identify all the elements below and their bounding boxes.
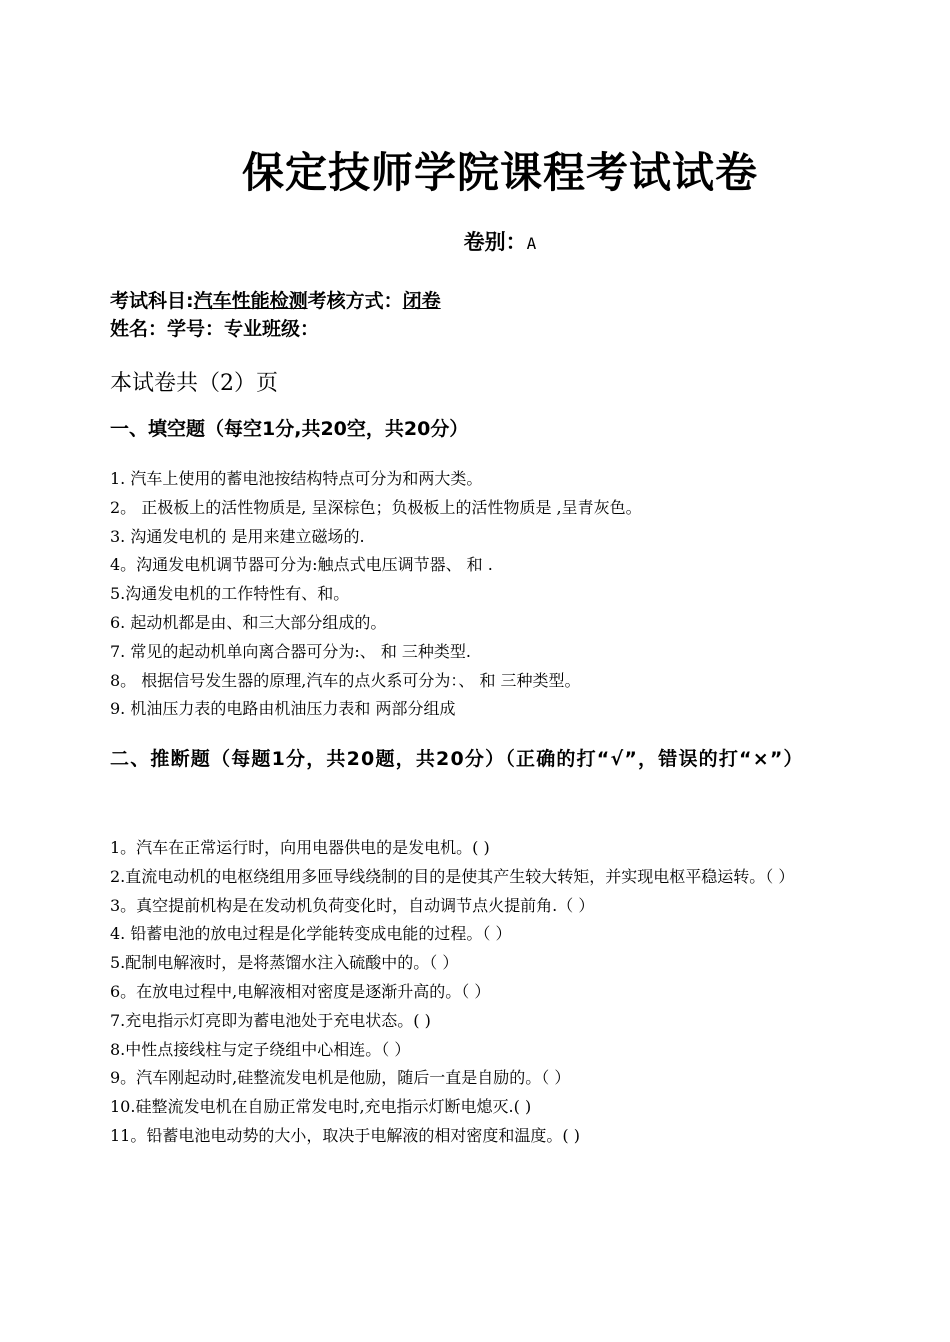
section2-question: 4. 铅蓄电池的放电过程是化学能转变成电能的过程。（ ）	[110, 924, 512, 944]
section1-question: 5.沟通发电机的工作特性有、和。	[110, 584, 350, 604]
section2-question: 5.配制电解液时，是将蒸馏水注入硫酸中的。（ ）	[110, 953, 459, 973]
subject-value: 汽车性能检测	[193, 290, 308, 312]
paper-type-line	[0, 226, 950, 256]
section1-question: 3. 沟通发电机的 是用来建立磁场的.	[110, 526, 365, 546]
section1-question: 2。 正极板上的活性物质是, 呈深棕色；负极板上的活性物质是 ,呈青灰色。	[110, 497, 642, 517]
section2-question: 10.硅整流发电机在自励正常发电时,充电指示灯断电熄灭.( )	[110, 1097, 532, 1117]
section2-question: 9。汽车刚起动时,硅整流发电机是他励，随后一直是自励的。（ ）	[110, 1068, 571, 1088]
section2-question: 3。真空提前机构是在发动机负荷变化时，自动调节点火提前角.（ ）	[110, 895, 595, 915]
paper-type-label: 卷别：	[463, 230, 527, 254]
section2-question: 1。汽车在正常运行时，向用电器供电的是发电机。( )	[110, 838, 490, 857]
section1-question: 4。沟通发电机调节器可分为:触点式电压调节器、 和 .	[110, 555, 493, 575]
section2-question-list	[110, 834, 910, 1151]
section2-question: 11。铅蓄电池电动势的大小，取决于电解液的相对密度和温度。( )	[110, 1125, 580, 1145]
section1-question: 1. 汽车上使用的蓄电池按结构特点可分为和两大类。	[110, 469, 483, 488]
section2-question: 6。在放电过程中,电解液相对密度是逐渐升高的。（ ）	[110, 981, 491, 1001]
pages-note: 本试卷共（2）页	[110, 371, 278, 396]
subject-line	[110, 286, 441, 313]
section1-question: 8。 根据信号发生器的原理,汽车的点火系可分为：、 和 三种类型。	[110, 670, 581, 690]
section2-question: 8.中性点接线柱与定子绕组中心相连。（ ）	[110, 1039, 411, 1059]
section2-heading: 二、推断题（每题1分，共20题，共20分）（正确的打“√”，错误的打“×”）	[110, 748, 804, 770]
section1-question: 9. 机油压力表的电路由机油压力表和 两部分组成	[110, 699, 456, 719]
section2-question: 7.充电指示灯亮即为蓄电池处于充电状态。( )	[110, 1010, 431, 1030]
subject-label: 考试科目:	[110, 290, 194, 312]
section1-heading: 一、填空题（每空1分,共20空，共20分）	[110, 418, 469, 440]
student-info-line: 姓名：学号：专业班级：	[110, 318, 320, 340]
method-value: 闭卷	[402, 290, 441, 312]
method-label: 考核方式：	[307, 290, 403, 312]
exam-title: 保定技师学院课程考试试卷	[241, 148, 758, 197]
section1-question: 7. 常见的起动机单向离合器可分为:、 和 三种类型.	[110, 641, 472, 661]
section1-question-list	[110, 465, 642, 724]
section2-question: 2.直流电动机的电枢绕组用多匝导线绕制的目的是使其产生较大转矩，并实现电枢平稳运转。（ ）	[110, 866, 795, 886]
section1-question: 6. 起动机都是由、和三大部分组成的。	[110, 612, 387, 632]
paper-type-value: A	[526, 234, 537, 253]
